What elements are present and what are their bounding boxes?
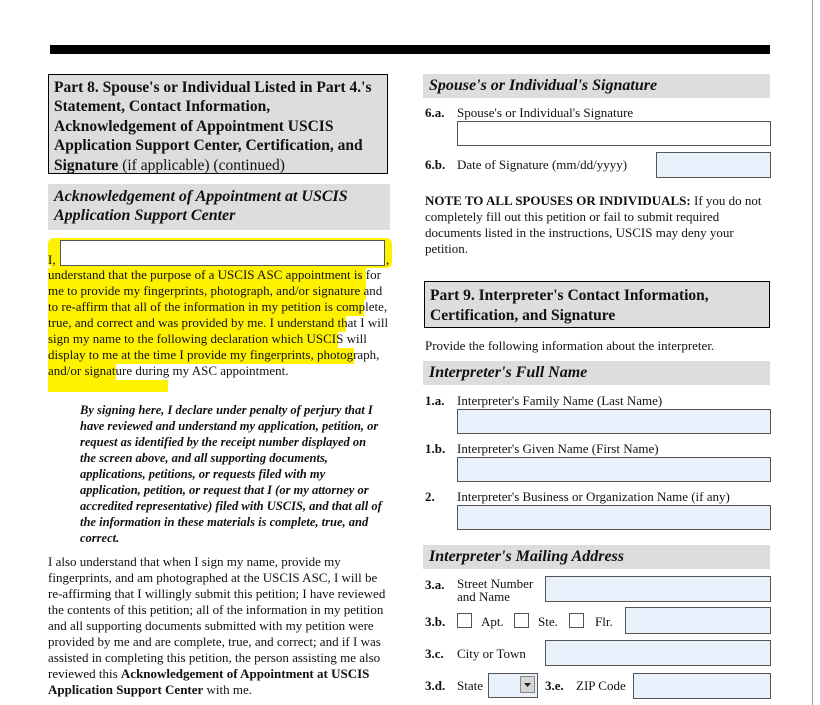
apt-checkbox[interactable]: [457, 613, 472, 628]
zip-field[interactable]: [633, 673, 771, 699]
q3d-label: State: [457, 678, 483, 693]
unit-number-field[interactable]: [625, 607, 771, 634]
city-field[interactable]: [545, 640, 771, 666]
spouse-sig-heading: Spouse's or Individual's Signature: [429, 77, 658, 94]
flr-label: Flr.: [595, 614, 613, 629]
ste-checkbox[interactable]: [514, 613, 529, 628]
q6b-label: Date of Signature (mm/dd/yyyy): [457, 157, 628, 172]
fullname-heading: Interpreter's Full Name: [429, 364, 588, 381]
street-field[interactable]: [545, 576, 771, 602]
ack-paragraph-1: understand that the purpose of a USCIS ASC appointment is for me to provide my fingerprints, photograph, and/or signature and to re-affirm that all of the information in my petition is complete, true, and correct and was provided by me. I understand that I will sign my name to the following declaration which USCIS will display to me at the time I provide my fingerprints, photograph, and/or signature during my ASC appointment.: [48, 267, 389, 378]
chevron-down-icon[interactable]: [520, 676, 535, 693]
q1a-number: 1.a.: [425, 393, 445, 408]
q3e-label: ZIP Code: [576, 678, 626, 693]
interpreter-business-field[interactable]: [457, 505, 771, 530]
q6b-number: 6.b.: [425, 157, 446, 172]
q2-label: Interpreter's Business or Organization Name (if any): [457, 489, 730, 504]
highlight-mark: [48, 380, 168, 392]
flr-checkbox[interactable]: [569, 613, 584, 628]
interpreter-given-name-field[interactable]: [457, 457, 771, 482]
q1b-number: 1.b.: [425, 441, 446, 456]
top-rule: [50, 45, 770, 54]
apt-label: Apt.: [481, 614, 504, 629]
state-select[interactable]: [488, 673, 538, 698]
ste-label: Ste.: [538, 614, 558, 629]
q2-number: 2.: [425, 489, 435, 504]
ack-paragraph-2: [48, 554, 393, 698]
note-text: If you do not completely fill out this petition or fail to submit required documents listed in the instructions, USCIS may deny your petition.: [425, 193, 762, 256]
ack-heading-box: [48, 184, 390, 230]
interpreter-family-name-field[interactable]: [457, 409, 771, 434]
q3d-number: 3.d.: [425, 678, 446, 693]
spouse-sig-heading-box: [423, 74, 770, 98]
signature-date-field[interactable]: [656, 152, 771, 178]
i-label: I,: [48, 252, 56, 267]
ack-heading: Acknowledgement of Appointment at USCIS Application Support Center: [54, 188, 348, 224]
declaration-text: By signing here, I declare under penalty of perjury that I have reviewed and understand my application, petition, or request as identified by the receipt number displayed on the screen above, and all supporting documents, applications, petitions, or requests filed with my application, petition, or request that I (or my attorney or accredited representative) filed with USCIS, and that all of the information in these materials is complete, true, and correct.: [80, 403, 382, 545]
para2-end: with me.: [203, 682, 253, 697]
part8-header: [48, 74, 388, 174]
q6a-number: 6.a.: [425, 105, 445, 120]
part8-title-suffix: (if applicable) (continued): [118, 156, 285, 174]
q3a-label: Street Number and Name: [457, 576, 534, 604]
part9-title: Part 9. Interpreter's Contact Information, Certification, and Signature: [430, 287, 709, 324]
para2-text: I also understand that when I sign my name, provide my fingerprints, and am photographed at the USCIS ASC, I will be re-affirming that I willingly submit this petition; I have reviewed the contents of this petition; all of the information in my petition and all supporting documents submitted with my petition were provided by me and are complete, true, and correct; and if I was assisted in completing this petition, the person assisting me also reviewed this: [48, 554, 386, 681]
q6a-label: Spouse's or Individual's Signature: [457, 105, 634, 120]
comma: ,: [386, 252, 390, 267]
mailing-heading-box: [423, 545, 770, 569]
q3a-number: 3.a.: [425, 577, 445, 592]
q3c-label: City or Town: [457, 646, 526, 661]
part8-title: Part 8. Spouse's or Individual Listed in Part 4.'s Statement, Contact Information, Acknowledgement of Appointment USCIS Application Support Center, Certification, and Signature: [54, 79, 372, 174]
q3b-number: 3.b.: [425, 614, 446, 629]
spouse-signature-field[interactable]: [457, 121, 771, 146]
para2-bold: Acknowledgement of Appointment at USCIS Application Support Center: [48, 666, 370, 697]
fullname-heading-box: [423, 361, 770, 385]
spouse-note: [425, 193, 765, 257]
q1a-label: Interpreter's Family Name (Last Name): [457, 393, 663, 408]
note-bold: NOTE TO ALL SPOUSES OR INDIVIDUALS:: [425, 193, 691, 208]
part9-intro: Provide the following information about the interpreter.: [425, 338, 715, 353]
part9-header: [424, 281, 770, 328]
q1b-label: Interpreter's Given Name (First Name): [457, 441, 659, 456]
mailing-heading: Interpreter's Mailing Address: [429, 548, 624, 565]
q3c-number: 3.c.: [425, 646, 444, 661]
applicant-name-field[interactable]: [60, 240, 385, 266]
q3e-number: 3.e.: [545, 678, 564, 693]
